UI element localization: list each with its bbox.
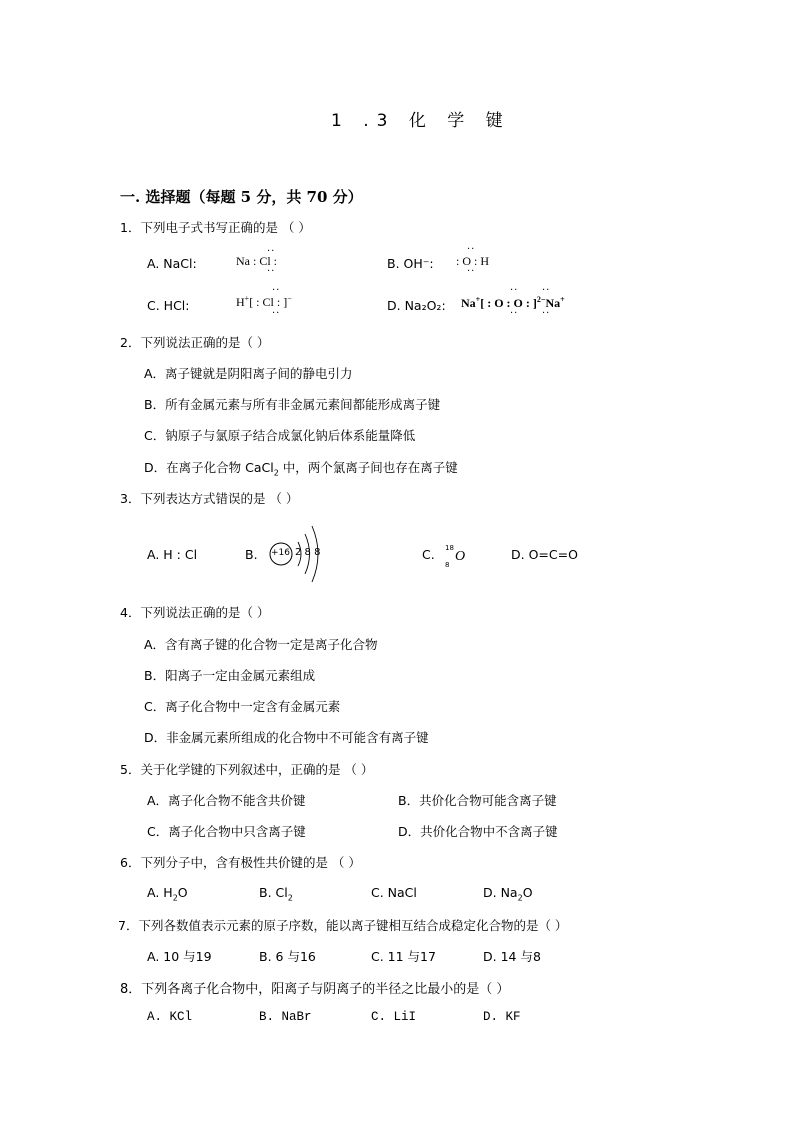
q7-option-a: A. 10 与19 <box>147 949 212 964</box>
q4-option-b: B．阳离子一定由金属元素组成 <box>144 668 316 683</box>
q7-option-b: B. 6 与16 <box>259 949 316 964</box>
question-8-stem: 8．下列各离子化合物中，阳离子与阴离子的半径之比最小的是（ ） <box>120 982 510 997</box>
atomic-number: 8 <box>445 561 450 569</box>
dots-icon: ·· <box>542 308 551 319</box>
q2-option-b: B．所有金属元素与所有非金属元素间都能形成离子键 <box>144 397 441 412</box>
q2-option-c: C．钠原子与氯原子结合成氯化钠后体系能量降低 <box>144 428 416 443</box>
q6-option-a: A. $H_2O$ <box>147 885 188 903</box>
dots-icon: ·· <box>510 285 519 296</box>
q6-option-d: D. $Na_2O$ <box>483 885 533 903</box>
q5-option-a: A．离子化合物不能含共价键 <box>147 793 306 808</box>
electron-shells: 2 8 8 <box>295 547 321 558</box>
q3-option-b-label: B. <box>245 547 258 562</box>
question-2-stem: 2．下列说法正确的是（ ） <box>120 335 270 350</box>
q1-option-c-formula: H+[ : Cl : ]− <box>236 294 292 309</box>
question-4-stem: 4．下列说法正确的是（ ） <box>120 605 270 620</box>
q1-option-b-label: B. OH⁻: <box>387 256 434 271</box>
q1-option-a-label: A. NaCl: <box>147 256 197 271</box>
question-6-stem: 6．下列分子中，含有极性共价键的是 （ ） <box>120 855 361 870</box>
q2-option-a: A．离子键就是阴阳离子间的静电引力 <box>144 366 353 381</box>
q8-option-d: D. KF <box>483 1010 521 1024</box>
dots-icon: ·· <box>467 244 476 255</box>
q7-option-d: D. 14 与8 <box>483 949 541 964</box>
q6-option-c: C. NaCl <box>371 885 417 900</box>
q3-option-c-label: C. <box>422 547 435 562</box>
question-1-stem: 1．下列电子式书写正确的是 （ ） <box>120 220 311 235</box>
page-title: 1 .3 化 学 键 <box>331 111 511 131</box>
q1-option-a-formula: Na : Cl : <box>236 254 277 268</box>
q2-option-d: D．在离子化合物 CaCl$_2$ 中，两个氯离子间也存在离子键 <box>144 460 458 478</box>
q1-option-c-label: C. HCl: <box>147 298 190 313</box>
q5-option-d: D．共价化合物中不含离子键 <box>398 824 558 839</box>
q5-option-c: C．离子化合物中只含离子键 <box>147 824 306 839</box>
question-5-stem: 5．关于化学键的下列叙述中，正确的是 （ ） <box>120 762 374 777</box>
q4-option-c: C．离子化合物中一定含有金属元素 <box>144 699 341 714</box>
dots-icon: ·· <box>467 266 476 277</box>
element-symbol: O <box>455 549 466 564</box>
dots-icon: ·· <box>510 308 519 319</box>
dots-icon: ·· <box>272 308 281 319</box>
q8-option-a: A. KCl <box>147 1010 193 1024</box>
q1-option-b-formula: : O : H <box>456 254 489 268</box>
q3-option-a: A. H : Cl <box>147 547 198 562</box>
q1-option-d-formula: Na+[ : O : O : ]$^{2-}$Na+ <box>461 295 565 310</box>
nucleus-charge: +16 <box>271 548 290 558</box>
q6-option-b: B. $Cl_2$ <box>259 885 293 903</box>
dots-icon: ·· <box>272 285 281 296</box>
q3-option-d: D. O=C=O <box>511 547 578 562</box>
q7-option-c: C. 11 与17 <box>371 949 436 964</box>
dots-icon: ·· <box>267 246 276 257</box>
q1-option-d-label: D. Na₂O₂: <box>387 298 446 313</box>
q8-option-b: B. NaBr <box>259 1010 312 1024</box>
mass-number: 18 <box>445 544 454 552</box>
q8-option-c: C. LiI <box>371 1010 417 1024</box>
dots-icon: ·· <box>542 285 551 296</box>
dots-icon: ·· <box>267 266 276 277</box>
q5-option-b: B．共价化合物可能含离子键 <box>398 793 557 808</box>
q4-option-a: A．含有离子键的化合物一定是离子化合物 <box>144 637 378 652</box>
question-3-stem: 3．下列表达方式错误的是 （ ） <box>120 491 299 506</box>
q4-option-d: D．非金属元素所组成的化合物中不可能含有离子键 <box>144 730 429 745</box>
section-heading: 一. 选择题（每题 5 分，共 70 分） <box>120 188 363 206</box>
question-7-stem: 7．下列各数值表示元素的原子序数，能以离子键相互结合成稳定化合物的是（ ） <box>118 918 568 933</box>
